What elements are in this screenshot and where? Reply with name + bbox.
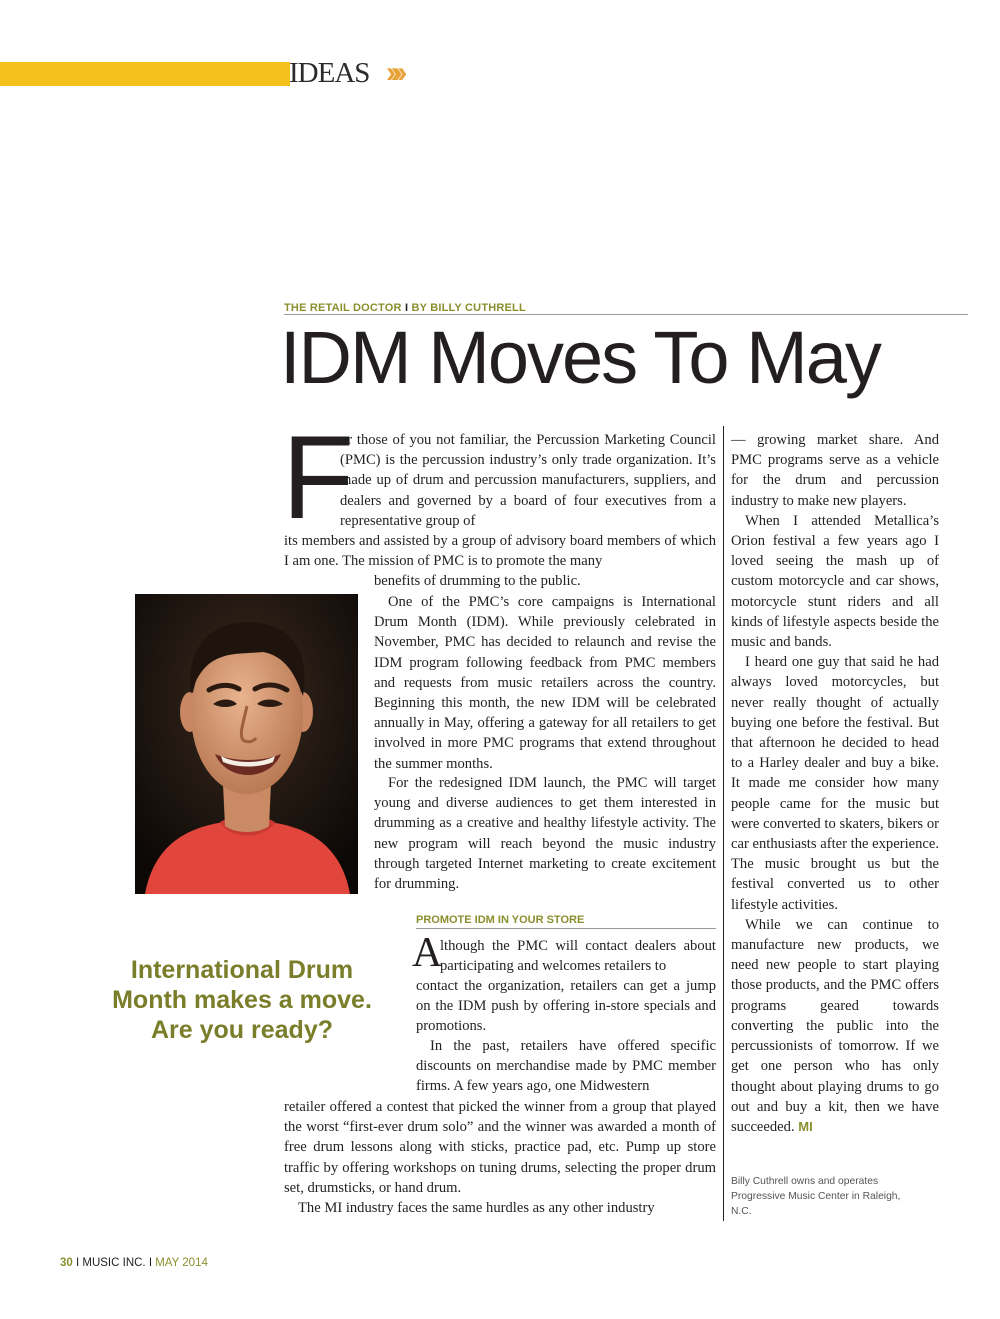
end-mark: MI <box>798 1118 813 1134</box>
right-column <box>731 430 939 1137</box>
body-paragraph: One of the PMC’s core campaigns is International Drum Month (IDM). While previously celebrated in November, PMC has decided to relaunch and revise the IDM program following feedback from PMC members and requests from music retailers across the country. Beginning this month, the new IDM will be celebrated annually in May, offering a gateway for all retailers to get involved in more PMC programs that extend throughout the summer months. <box>374 594 716 772</box>
body-paragraph <box>731 915 939 1137</box>
issue-date: MAY 2014 <box>155 1257 208 1269</box>
drop-cap: A <box>412 930 443 976</box>
page-number: 30 <box>60 1257 73 1269</box>
body-paragraph: benefits of drumming to the public. <box>374 573 581 589</box>
closing-paragraph-text: While we can continue to manufacture new products, we need new people to start playing those products, and the PMC offers programs geared towards converting the public into the percussionists of tomorrow. If we get one person who has only thought about playing drums to go out and buy a kit, then we have succeeded. <box>731 916 939 1135</box>
author-bio: Billy Cuthrell owns and operates Progressive Music Center in Raleigh, N.C. <box>731 1176 901 1217</box>
portrait-illustration <box>135 594 358 894</box>
kicker-separator: I <box>401 302 412 314</box>
body-paragraph: When I attended Metallica’s Orion festival a few years ago I loved seeing the mash up of custom motorcycle and car shows, motorcycle stunt riders and all kinds of lifestyle aspects beside the music and bands. <box>731 512 939 651</box>
drop-cap: F <box>282 412 355 544</box>
body-paragraph: In the past, retailers have offered specific discounts on merchandise made by PMC member firms. A few years ago, one Midwestern <box>416 1038 716 1095</box>
page-footer <box>60 1257 208 1269</box>
body-paragraph: its members and assisted by a group of advisory board members of which I am one. The mission of PMC is to promote the many <box>284 533 716 570</box>
body-paragraph: or those of you not familiar, the Percussion Marketing Council (PMC) is the percussion industry’s only trade organization. It’s made up of drum and percussion manufacturers, suppliers, and dealers and governed by a board of four executives from a representative group of <box>340 432 716 529</box>
kicker-rule <box>284 314 968 315</box>
article-title: IDM Moves To May <box>280 316 880 399</box>
byline: BY BILLY CUTHRELL <box>411 302 526 314</box>
header-color-band <box>0 62 290 86</box>
publication-name: I MUSIC INC. I <box>72 1257 156 1269</box>
body-paragraph: retailer offered a contest that picked the winner from a group that played the worst “first-ever drum solo” and the winner was awarded a month of free drum lessons along with sticks, practice pad, etc. Pump up store traffic by offering workshops on tuning drums, selecting the proper drum set, drumsticks, or hand drum. <box>284 1099 716 1196</box>
body-paragraph: I heard one guy that said he had always loved motorcycles, but never really thought of actually buying one before the festival. But that afternoon he decided to head to a Harley dealer and buy a bike. It made me consider how many people came for the music but were converted to skaters, bikers or car enthusiasts after the experience. The music brought us but the festival converted us to other lifestyle activities. <box>731 654 939 913</box>
chevron-right-icon: »» <box>386 56 396 89</box>
author-photo <box>135 594 358 894</box>
article-kicker <box>284 302 526 314</box>
column-name: THE RETAIL DOCTOR <box>284 302 402 314</box>
body-paragraph: The MI industry faces the same hurdles as any other industry <box>298 1200 655 1216</box>
body-paragraph: For the redesigned IDM launch, the PMC will target young and diverse audiences to get them interested in drumming as a creative and healthy lifestyle activity. The new program will reach beyond the music industry through targeted Internet marketing to create excitement for drumming. <box>374 775 716 893</box>
column-divider <box>723 426 724 1221</box>
pull-quote: International Drum Month makes a move. Are you ready? <box>112 956 372 1044</box>
body-paragraph: — growing market share. And PMC programs serve as a vehicle for the drum and percussion industry to make new players. <box>731 432 939 509</box>
section-subhead: PROMOTE IDM IN YOUR STORE <box>416 914 585 926</box>
body-paragraph: contact the organization, retailers can get a jump on the IDM push by offering in-store specials and promotions. <box>416 978 716 1035</box>
section-name: IDEAS <box>289 57 370 89</box>
body-paragraph: lthough the PMC will contact dealers about participating and welcomes retailers to <box>440 938 716 975</box>
subhead-rule <box>416 928 716 929</box>
